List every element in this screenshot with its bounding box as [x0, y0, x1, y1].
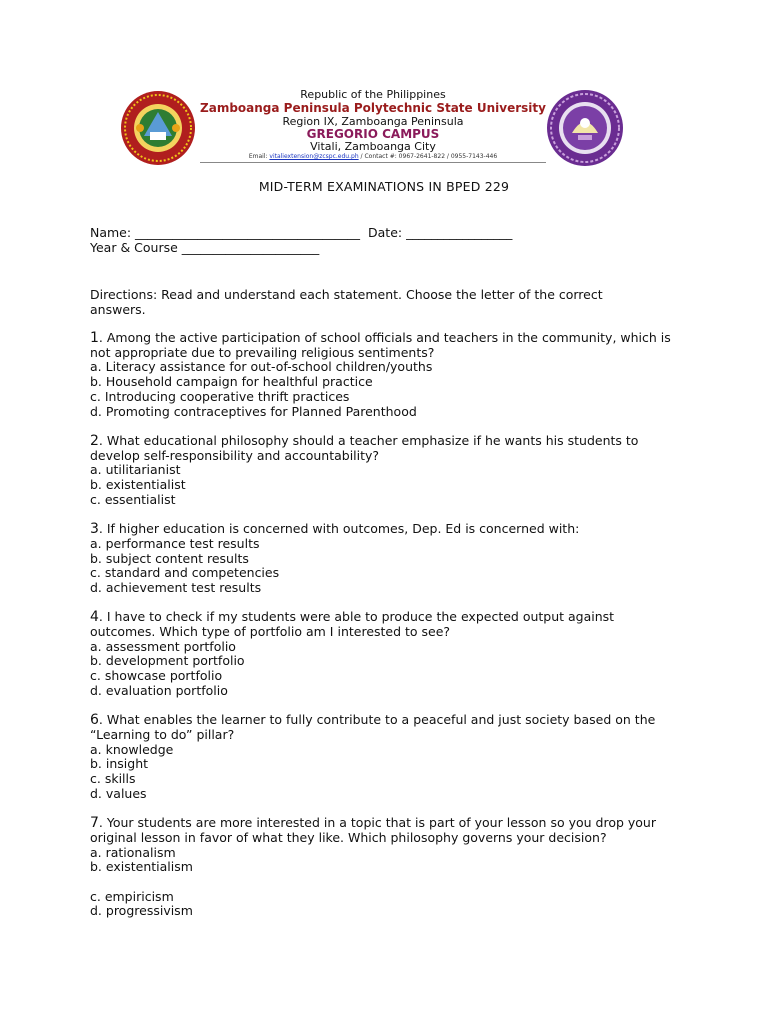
campus-seal-icon: [546, 89, 624, 167]
republic-label: Republic of the Philippines: [300, 88, 446, 101]
question-text: . If higher education is concerned with outcomes, Dep. Ed is concerned with:: [98, 521, 580, 537]
question-item: [90, 713, 680, 801]
letterhead: [0, 0, 768, 170]
question-stem: [90, 331, 680, 360]
question-item: [90, 610, 680, 698]
campus-name: GREGORIO CAMPUS: [306, 127, 440, 141]
question-item: [90, 331, 680, 419]
answer-option: c. essentialist: [90, 491, 176, 507]
question-stem: [90, 434, 680, 463]
question-item: [90, 816, 680, 919]
answer-option: b. existentialist: [90, 477, 186, 493]
email-link[interactable]: vitaliextension@zcspc.edu.ph: [269, 153, 359, 160]
answer-option: b. development portfolio: [90, 653, 245, 669]
zppsu-seal-icon: [120, 90, 196, 166]
answer-option: b. subject content results: [90, 550, 249, 566]
answer-option: d. progressivism: [90, 903, 193, 919]
question-number: 1: [90, 330, 99, 346]
question-number: 4: [90, 609, 99, 626]
question-text: . I have to check if my students were able to produce the expected output against outcomes. Which type of portfolio am I interested to see?: [90, 609, 615, 640]
answer-option: b. existentialism: [90, 859, 193, 875]
contact-numbers: / Contact #: 0967-2641-822 / 0955-7143-446: [358, 153, 498, 160]
answer-option: d. values: [90, 785, 147, 801]
answer-option: a. utilitarianist: [90, 462, 181, 478]
question-text: . Among the active participation of school officials and teachers in the community, which is not appropriate due to prevailing religious sentiments?: [90, 330, 671, 360]
question-number: 2: [90, 432, 99, 449]
answer-option: b. insight: [90, 756, 149, 772]
name-date-line: Name: ____________________________________ Date: _________________: [90, 225, 513, 240]
city-label: Vitali, Zamboanga City: [310, 140, 436, 153]
exam-title: MID-TERM EXAMINATIONS IN BPED 229: [258, 179, 510, 194]
question-text: . What educational philosophy should a teacher emphasize if he wants his students to develop self-responsibility and accountability?: [90, 432, 639, 463]
answer-option: a. performance test results: [90, 535, 260, 551]
question-text: . What enables the learner to fully contribute to a peaceful and just society based on the “Learning to do” pillar?: [90, 712, 656, 742]
question-stem: [90, 610, 680, 639]
answer-option: c. Introducing cooperative thrift practices: [90, 388, 350, 404]
directions-text: Directions: Read and understand each statement. Choose the letter of the correct answers.: [90, 287, 603, 317]
answer-option: a. rationalism: [90, 844, 176, 860]
option-spacer: [90, 875, 680, 890]
question-item: [90, 522, 680, 596]
question-number: 3: [90, 521, 99, 538]
answer-option: a. knowledge: [90, 741, 174, 757]
answer-option: c. showcase portfolio: [90, 668, 223, 684]
answer-option: c. skills: [90, 771, 136, 787]
header-divider: [200, 162, 546, 163]
answer-option: d. Promoting contraceptives for Planned Parenthood: [90, 403, 417, 419]
answer-option: a. Literacy assistance for out-of-school children/youths: [90, 359, 433, 375]
answer-option: d. achievement test results: [90, 579, 262, 595]
contact-line: [200, 153, 546, 160]
question-number: 6: [90, 712, 99, 729]
year-course-line: Year & Course ______________________: [90, 240, 320, 255]
question-stem: [90, 713, 680, 742]
question-list: [90, 331, 680, 934]
answer-option: d. evaluation portfolio: [90, 682, 228, 698]
question-stem: [90, 522, 680, 537]
answer-option: a. assessment portfolio: [90, 638, 236, 654]
question-text: . Your students are more interested in a topic that is part of your lesson so you drop your original lesson in favor of what they like. Which philosophy governs your decision?: [90, 815, 656, 845]
answer-option: c. standard and competencies: [90, 565, 280, 581]
question-stem: [90, 816, 680, 845]
answer-option: b. Household campaign for healthful practice: [90, 374, 373, 390]
email-prefix: Email:: [248, 153, 270, 160]
answer-option: c. empiricism: [90, 888, 174, 904]
question-number: 7: [90, 815, 99, 832]
university-name: Zamboanga Peninsula Polytechnic State University: [200, 101, 546, 115]
question-item: [90, 434, 680, 508]
region-label: Region IX, Zamboanga Peninsula: [282, 115, 464, 128]
